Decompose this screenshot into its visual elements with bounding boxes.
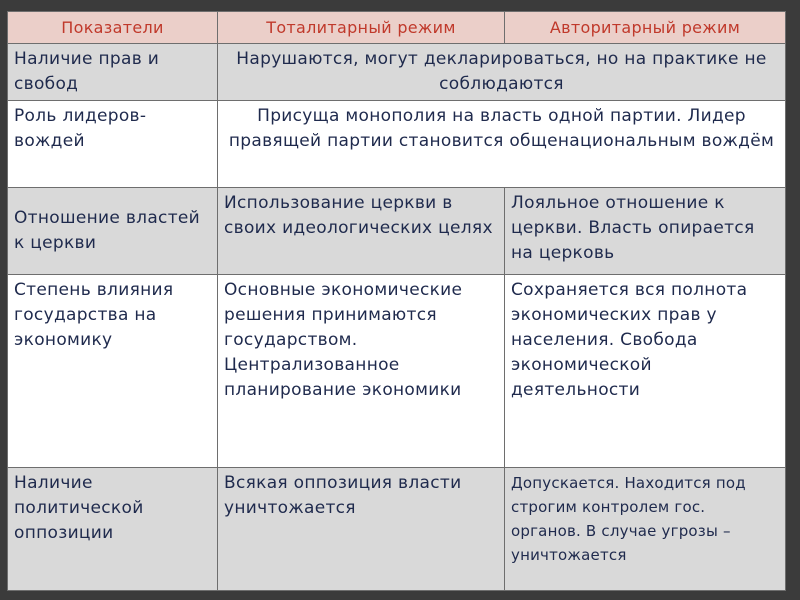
row-label: Роль лидеров-вождей: [8, 101, 218, 188]
row-label: Степень влияния государства на экономику: [8, 275, 218, 468]
row-label: Наличие политической оппозиции: [8, 468, 218, 591]
comparison-table: [7, 11, 786, 591]
header-authoritarian: Авторитарный режим: [505, 12, 786, 44]
table-row: [8, 44, 786, 101]
merged-cell: Присуща монополия на власть одной партии. Лидер правящей партии становится общенациональным вождём: [218, 101, 786, 188]
merged-cell: Нарушаются, могут декларироваться, но на практике не соблюдаются: [218, 44, 786, 101]
table-row: [8, 468, 786, 591]
table-row: [8, 188, 786, 275]
header-totalitarian: Тоталитарный режим: [218, 12, 505, 44]
authoritarian-cell: Допускается. Находится под строгим контролем гос. органов. В случае угрозы – уничтожается: [505, 468, 786, 591]
table-row: [8, 275, 786, 468]
authoritarian-cell: Сохраняется вся полнота экономических прав у населения. Свобода экономической деятельности: [505, 275, 786, 468]
authoritarian-cell: Лояльное отношение к церкви. Власть опирается на церковь: [505, 188, 786, 275]
row-label: Наличие прав и свобод: [8, 44, 218, 101]
row-label: Отношение властей к церкви: [8, 188, 218, 275]
totalitarian-cell: Использование церкви в своих идеологических целях: [218, 188, 505, 275]
table-header-row: [8, 12, 786, 44]
totalitarian-cell: Основные экономические решения принимаются государством. Централизованное планирование экономики: [218, 275, 505, 468]
totalitarian-cell: Всякая оппозиция власти уничтожается: [218, 468, 505, 591]
table-row: [8, 101, 786, 188]
header-indicators: Показатели: [8, 12, 218, 44]
